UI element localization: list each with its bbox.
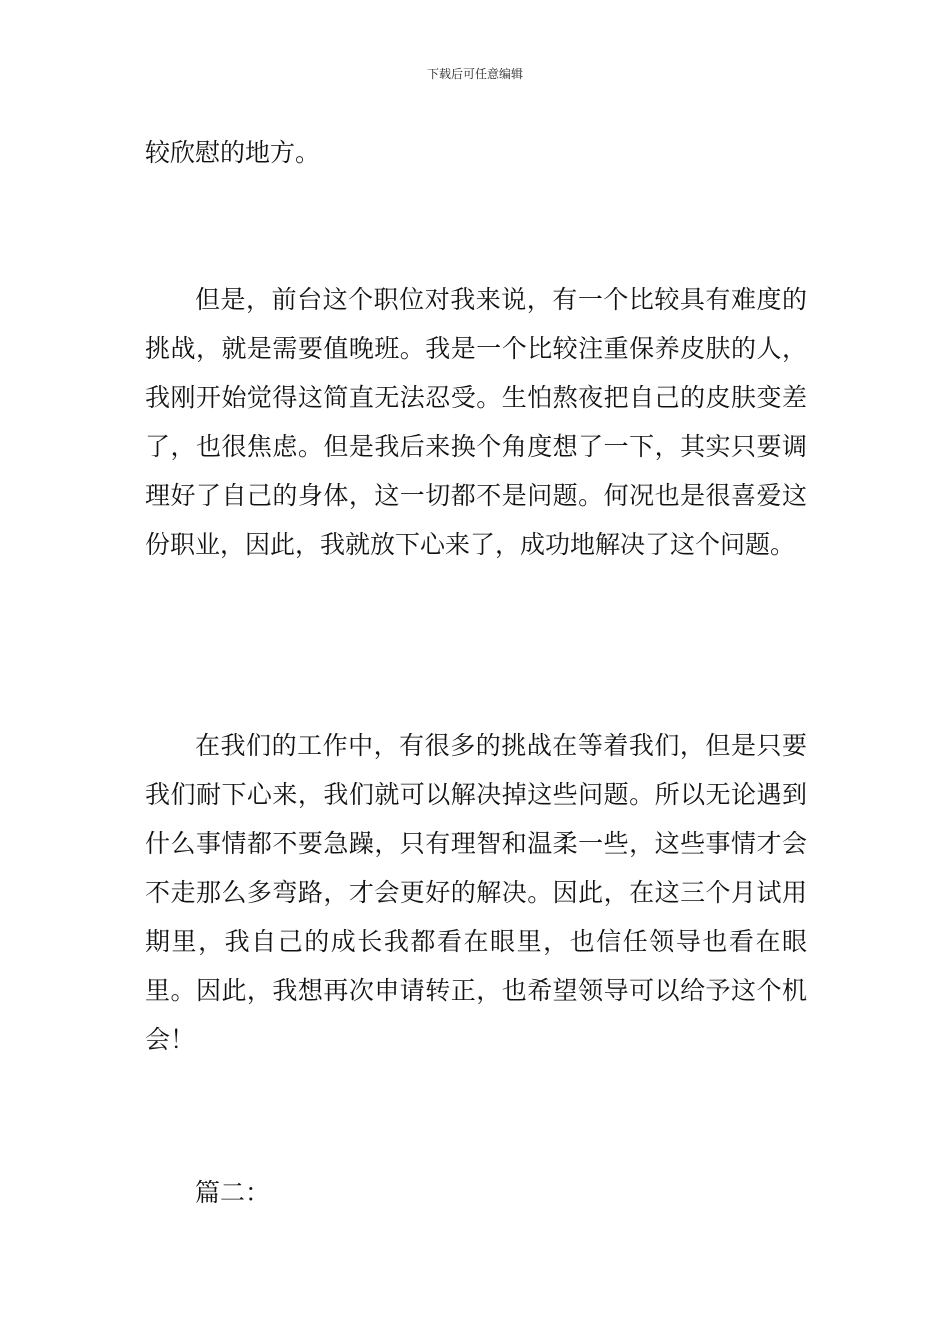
paragraph-night-shift: 但是，前台这个职位对我来说，有一个比较具有难度的挑战，就是需要值晚班。我是一个比较注重保养皮肤的人，我刚开始觉得这简直无法忍受。生怕熬夜把自己的皮肤变差了，也很焦虑。但是我后来换个角度想了一下，其实只要调理好了自己的身体，这一切都不是问题。何况也是很喜爱这份职业，因此，我就放下心来了，成功地解决了这个问题。 bbox=[145, 285, 807, 559]
section-heading: 篇二： bbox=[195, 1178, 271, 1207]
page-header: 下载后可任意编辑 bbox=[426, 67, 523, 81]
paragraph-challenges: 在我们的工作中，有很多的挑战在等着我们，但是只要我们耐下心来，我们就可以解决掉这些问题。所以无论遇到什么事情都不要急躁，只有理智和温柔一些，这些事情才会不走那么多弯路，才会更好的解决。因此，在这三个月试用期里，我自己的成长我都看在眼里，也信任领导也看在眼里。因此，我想再次申请转正，也希望领导可以给予这个机会！ bbox=[145, 731, 807, 1054]
paragraph-continuation: 较欣慰的地方。 bbox=[145, 138, 321, 167]
